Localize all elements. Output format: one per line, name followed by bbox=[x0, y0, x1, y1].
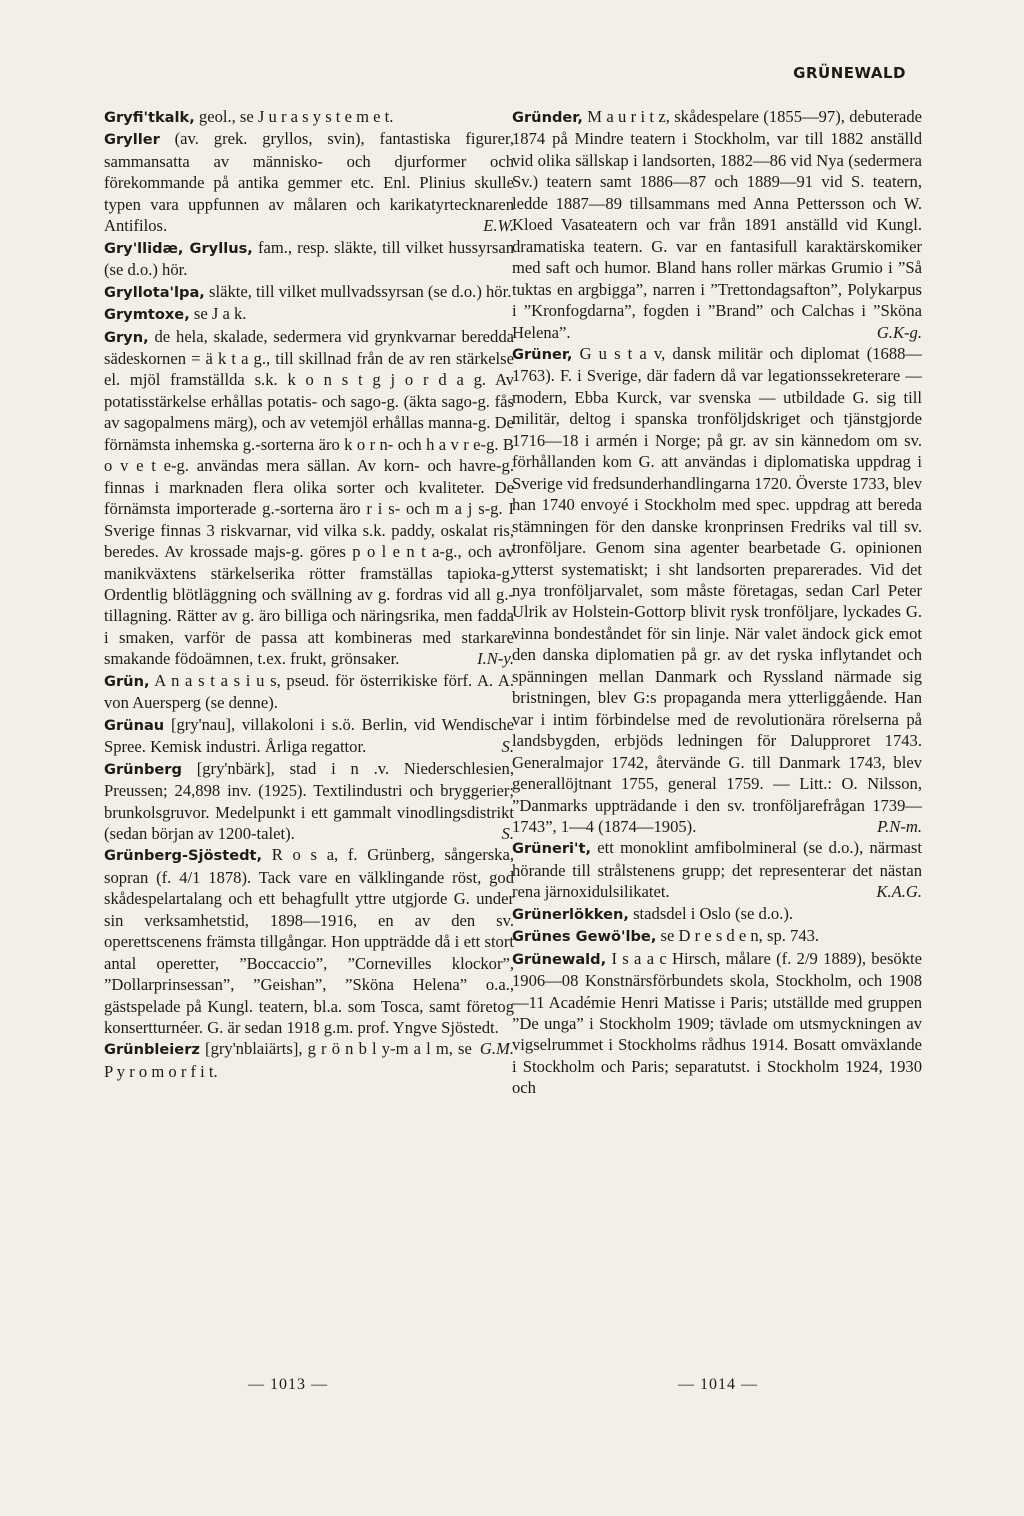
author-signature: K.A.G. bbox=[876, 882, 922, 902]
entry-headword: Grünau bbox=[104, 716, 165, 734]
entry-text: I s a a c Hirsch, målare (f. 2/9 1889), besökte 1906—08 Konstnärsförbundets skola, Stockholm, och 1908—11 Académie Henri Matisse i Paris; utställde med gruppen ”De unga” i Stockholm 1909; tävlade om utsmyckningen av vigselrummet i Stockholms rådhus 1914. Bosatt omväxlande i Stockholm och Paris; separatutst. i Stockholm 1924, 1930 och bbox=[512, 948, 922, 1098]
encyclopedia-entry bbox=[104, 714, 514, 758]
entry-text: R o s a, f. Grünberg, sångerska, sopran (f. 4/1 1878). Tack vare en välklingande röst, god skådespelartalang och ett behagfullt yttre utgjorde G. under sin verksamhetstid, 1898—1916, en av den sv. operettscenens främsta tillgångar. Hon uppträdde då i ett stort antal operetter, ”Boccaccio”, ”Cornevilles klockor”, ”Dollarprinsessan”, ”Geishan”, ”Sköna Helena” o.a., gästspelade på Kungl. teatern, bl.a. som Tosca, samt företog konsertturnéer. G. är sedan 1918 g.m. prof. Yngve Sjöstedt. bbox=[104, 845, 514, 1038]
encyclopedia-entry bbox=[512, 903, 922, 925]
left-column bbox=[104, 106, 514, 1082]
encyclopedia-entry bbox=[104, 1038, 514, 1082]
entry-headword: Grüner, bbox=[512, 345, 573, 363]
encyclopedia-entry bbox=[104, 303, 514, 325]
encyclopedia-entry bbox=[104, 758, 514, 845]
entry-text: ett monoklint amfibolmineral (se d.o.), närmast hörande till strålstenens grupp; det representerar det nästan rena järnoxidulsilikatet. bbox=[512, 838, 922, 902]
author-signature: G.M. bbox=[479, 1039, 514, 1059]
entry-headword: Grünbleierz bbox=[104, 1041, 200, 1059]
right-column bbox=[512, 106, 922, 1099]
author-signature: S. bbox=[501, 737, 514, 757]
entry-headword: Grünewald, bbox=[512, 950, 607, 968]
encyclopedia-entry bbox=[512, 948, 922, 1099]
encyclopedia-entry bbox=[104, 281, 514, 303]
encyclopedia-entry bbox=[512, 837, 922, 902]
entry-headword: Grün, bbox=[104, 672, 150, 690]
entry-headword: Grünberg bbox=[104, 760, 182, 778]
page-number-left: — 1013 — bbox=[248, 1376, 328, 1393]
entry-text: se D r e s d e n, sp. 743. bbox=[660, 926, 820, 946]
author-signature: S. bbox=[501, 823, 514, 843]
entry-headword: Gryllota'lpa, bbox=[104, 283, 205, 301]
page-number-right: — 1014 — bbox=[678, 1376, 758, 1393]
entry-headword: Gryn, bbox=[104, 328, 149, 346]
entry-text: de hela, skalade, sedermera vid grynkvarnar beredda sädeskornen = ä k t a g., till skillnad från de av ren stärkelse el. mjöl framställda s.k. k o n s t g j o r d a g. Av potatisstärkelse erhållas potatis- och sago-g. (äkta sago-g. fås av sagopalmens märg), och av vetemjöl erhållas manna-g. De förnämsta inhemska g.-sorterna äro k o r n- och h a v r e-g. B o v e t e-g. användas mera sällan. Av korn- och havre-g. finnas i marknaden flera olika sorter och kvaliteter. De förnämsta importerade g.-sorterna äro r i s- och m a j s-g. I Sverige finnas 3 riskvarnar, vid vilka s.k. paddy, oskalat ris, beredes. Av krossade majs-g. göres p o l e n t a-g., och av manikväxtens stärkelserika rötter framställas tapioka-g. Ordentlig blötläggning och svällning av g. fordras vid all g.-tillagning. Rätter av g. äro billiga och näringsrika, men fadda i smaken, varför de passa att kombineras med starkare smakande födoämnen, t.ex. frukt, grönsaker. bbox=[104, 326, 514, 669]
encyclopedia-entry bbox=[104, 128, 514, 236]
entry-headword: Gry'llidæ, Gryllus, bbox=[104, 239, 253, 257]
entry-text: M a u r i t z, skådespelare (1855—97), debuterade 1874 på Mindre teatern i Stockholm, var till 1882 anställd vid olika sällskap i landsorten, 1882—86 vid Nya (sedermera Sv.) teatern samt 1886—87 och 1889—91 vid S. teatern, ledde 1887—89 tillsammans med Anna Pettersson och W. Kloed Vasateatern och var från 1891 anställd vid Kungl. dramatiska teatern. G. var en fantasifull karaktärskomiker med saft och humor. Bland hans roller märkas Grumio i ”Så tuktas en argbigga”, narren i ”Trettondagsafton”, Polykarpus i ”Kronfogdarna”, fogden i ”Brand” och Calchas i ”Sköna Helena”. bbox=[512, 107, 922, 342]
encyclopedia-entry bbox=[512, 925, 922, 947]
entry-headword: Gründer, bbox=[512, 109, 583, 126]
encyclopedia-entry bbox=[104, 106, 514, 128]
entry-headword: Grünes Gewö'lbe, bbox=[512, 928, 657, 946]
entry-text: geol., se J u r a s y s t e m e t. bbox=[198, 107, 394, 126]
entry-headword: Grüneri't, bbox=[512, 840, 592, 858]
author-signature: E.W. bbox=[483, 216, 514, 236]
entry-text: se J a k. bbox=[193, 304, 247, 324]
entry-text: [gry'nblaiärts], g r ö n b l y-m a l m, se P y r o m o r f i t. bbox=[104, 1039, 472, 1081]
entry-text: (av. grek. gryllos, svin), fantastiska figurer, sammansatta av människo- och djurformer och förekommande på antika gemmer etc. Enl. Plinius skulle typen vara uppfunnen av målaren och karikatyrtecknaren Antifilos. bbox=[104, 129, 514, 236]
entry-headword: Gryfi'tkalk, bbox=[104, 109, 195, 126]
entry-text: A n a s t a s i u s, pseud. för österrikiske förf. A. A. von Auersperg (se denne). bbox=[104, 670, 515, 713]
entry-headword: Grünerlökken, bbox=[512, 905, 629, 923]
encyclopedia-entry bbox=[512, 106, 922, 343]
encyclopedia-entry bbox=[104, 670, 514, 714]
running-header: GRÜNEWALD bbox=[793, 64, 906, 82]
entry-headword: Grymtoxe, bbox=[104, 306, 190, 324]
entry-headword: Grünberg-Sjöstedt, bbox=[104, 847, 263, 865]
entry-text: [gry'nbärk], stad i n .v. Niederschlesien, Preussen; 24,898 inv. (1925). Textilindustri och bryggerier; brunkolsgruvor. Medelpunkt i ett gammalt vinodlingsdistrikt (sedan början av 1200-talet). bbox=[104, 758, 514, 843]
entry-text: G u s t a v, dansk militär och diplomat (1688—1763). F. i Sverige, där fadern då var legationssekreterare — modern, Ebba Kurck, var svenska — utbildade G. sig till militär, deltog i spanska tronföljdskriget och tjänstgjorde 1716—18 i armén i Norge; på gr. av sin kännedom om sv. förhållanden kom G. att användas i diplomatiska uppdrag i Sverige vid fredsunderhandlingarna 1720. Överste 1733, blev han 1740 envoyé i Stockholm med spec. uppdrag att bereda stämningen för den danske kronprinsen Fredriks val till sv. tronföljare. Genom sina agenter bearbetade G. opinionen ytterst systematiskt; i sht landsorten preparerades. Vid det nya tronföljarvalet, som måste företagas, sedan Carl Peter Ulrik av Holstein-Gottorp blivit rysk tronföljare, lyckades G. vinna bondeståndet för sin linje. När valet ändock gick emot den danska diplomatien på gr. av det ryska inflytandet och spänningen mellan Danmark och Ryssland närmade sig bristningen, blev G:s propaganda mera ytterliggående. Han var i intim förbindelse med de revolutionära rörelserna på landsbygden, erbjöds ledningen för Dalupproret 1743. Generalmajor 1742, återvände G. till Danmark 1743, blev generallöjtnant 1755, general 1759. — Litt.: O. Nilsson, ”Danmarks uppträdande i den sv. tronföljarefrågan 1739—1743”, 1—4 (1874—1905). bbox=[512, 343, 923, 836]
entry-text: släkte, till vilket mullvadssyrsan (se d.o.) hör. bbox=[209, 281, 512, 301]
entry-headword: Gryller bbox=[104, 131, 160, 149]
author-signature: I.N-y. bbox=[477, 649, 514, 669]
entry-text: fam., resp. släkte, till vilket hussyrsan (se d.o.) hör. bbox=[104, 237, 514, 280]
encyclopedia-entry bbox=[512, 343, 922, 837]
entry-text: stadsdel i Oslo (se d.o.). bbox=[633, 903, 794, 923]
encyclopedia-entry bbox=[104, 237, 514, 281]
author-signature: P.N-m. bbox=[877, 816, 922, 836]
entry-text: [gry'nau], villakoloni i s.ö. Berlin, vid Wendische Spree. Kemisk industri. Årliga regattor. bbox=[104, 714, 515, 757]
author-signature: G.K-g. bbox=[876, 322, 922, 342]
encyclopedia-entry bbox=[104, 326, 514, 670]
